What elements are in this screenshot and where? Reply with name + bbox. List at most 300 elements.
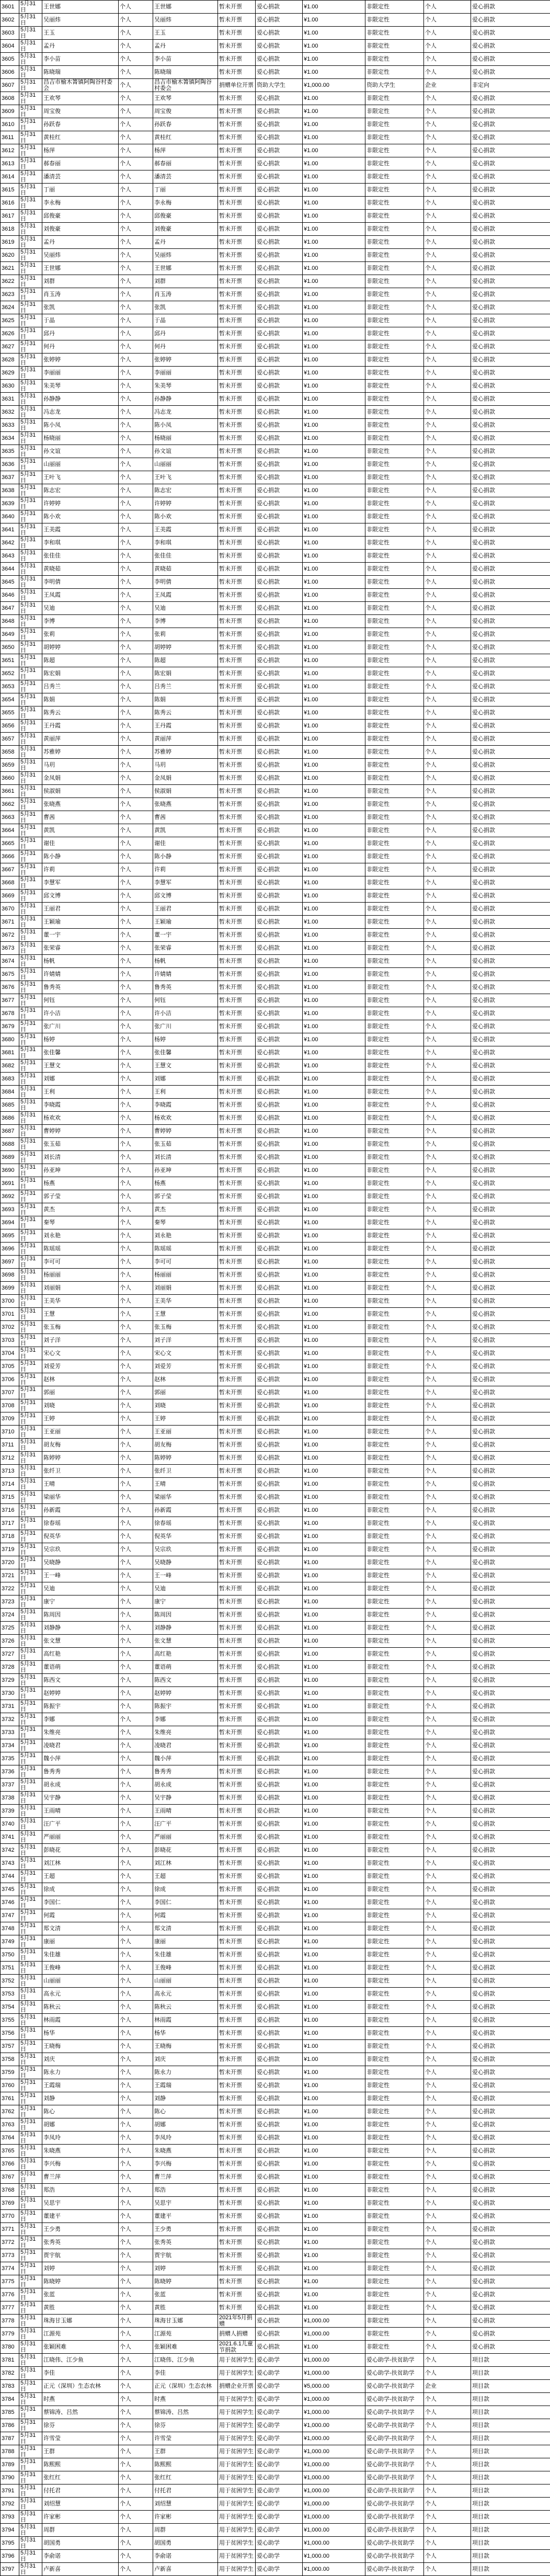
donor-name-repeat-cell: 陈心	[153, 2105, 218, 2118]
purpose-cell: 爱心捐款	[256, 301, 303, 314]
invoice-status-cell: 暂未开票	[218, 66, 256, 79]
donor-name-repeat-cell: 刘丽娟	[153, 1282, 218, 1295]
amount-cell: ¥1.00	[303, 27, 365, 40]
donor-type-cell: 个人	[119, 981, 153, 994]
amount-cell: ¥1.00	[303, 1426, 365, 1439]
donor-name-cell: 胡娜	[42, 2118, 119, 2132]
purpose-cell: 爱心捐款	[256, 419, 303, 432]
invoice-status-cell: 用于贫困学生	[218, 2550, 256, 2563]
invoice-status-cell: 暂未开票	[218, 811, 256, 824]
donor-type-cell: 个人	[119, 1857, 153, 1870]
serial-cell: 3676	[1, 981, 19, 994]
amount-cell: ¥1.00	[303, 1556, 365, 1569]
donor-name-repeat-cell: 马玥	[153, 759, 218, 772]
donor-name-repeat-cell: 陈小凤	[153, 419, 218, 432]
donor-name-cell: 王凤霞	[42, 589, 119, 602]
donor-type-cell: 个人	[119, 942, 153, 955]
category-cell: 非限定性	[365, 1412, 424, 1426]
purpose-cell: 爱心捐款	[256, 380, 303, 393]
donor-name-repeat-cell: 张莉	[153, 628, 218, 641]
serial-cell: 3795	[1, 2537, 19, 2550]
table-row	[1, 942, 550, 955]
invoice-status-cell: 暂未开票	[218, 301, 256, 314]
usage-cell: 爱心捐款	[471, 288, 550, 301]
donor-type-cell: 个人	[119, 1360, 153, 1373]
donor-name-repeat-cell: 孟丹	[153, 40, 218, 53]
serial-cell: 3701	[1, 1308, 19, 1321]
amount-cell: ¥1.00	[303, 1726, 365, 1739]
donor-name-cell: 时燕	[42, 2393, 119, 2406]
category-cell: 非限定性	[365, 654, 424, 667]
payee-type-cell: 个人	[424, 1805, 471, 1818]
donor-type-cell: 个人	[119, 1426, 153, 1439]
serial-cell: 3651	[1, 654, 19, 667]
invoice-status-cell: 暂未开票	[218, 27, 256, 40]
serial-cell: 3633	[1, 419, 19, 432]
amount-cell: ¥1.00	[303, 1059, 365, 1073]
invoice-status-cell: 暂未开票	[218, 1321, 256, 1334]
payee-type-cell: 个人	[424, 2223, 471, 2236]
amount-cell: ¥1.00	[303, 471, 365, 484]
serial-cell: 3687	[1, 1125, 19, 1138]
date-cell: 5月31日	[19, 1896, 42, 1909]
payee-type-cell: 个人	[424, 510, 471, 523]
invoice-status-cell: 暂未开票	[218, 1203, 256, 1216]
table-row	[1, 406, 550, 419]
amount-cell: ¥1.00	[303, 1112, 365, 1125]
purpose-cell: 爱心捐款	[256, 1334, 303, 1347]
donor-name-cell: 李晓霞	[42, 1099, 119, 1112]
serial-cell: 3763	[1, 2118, 19, 2132]
serial-cell: 3734	[1, 1739, 19, 1752]
invoice-status-cell: 暂未开票	[218, 236, 256, 249]
serial-cell: 3641	[1, 523, 19, 537]
invoice-status-cell: 暂未开票	[218, 1007, 256, 1020]
purpose-cell: 爱心捐款	[256, 1112, 303, 1125]
amount-cell: ¥1.00	[303, 327, 365, 340]
usage-cell: 爱心捐款	[471, 1216, 550, 1229]
invoice-status-cell: 暂未开票	[218, 1138, 256, 1151]
amount-cell: ¥1.00	[303, 955, 365, 968]
serial-cell: 3602	[1, 14, 19, 27]
amount-cell: ¥1.00	[303, 942, 365, 955]
date-cell: 5月31日	[19, 1726, 42, 1739]
serial-cell: 3620	[1, 249, 19, 262]
purpose-cell: 爱心捐款	[256, 1909, 303, 1922]
purpose-cell: 爱心捐款	[256, 144, 303, 157]
amount-cell: ¥1.00	[303, 1216, 365, 1229]
donor-type-cell: 个人	[119, 1373, 153, 1386]
amount-cell: ¥1.00	[303, 837, 365, 850]
invoice-status-cell: 暂未开票	[218, 1295, 256, 1308]
payee-type-cell: 个人	[424, 563, 471, 576]
donor-name-repeat-cell: 杨丽丽	[153, 1269, 218, 1282]
amount-cell: ¥1.00	[303, 40, 365, 53]
usage-cell: 爱心捐款	[471, 458, 550, 471]
donor-name-cell: 杨晓丽	[42, 432, 119, 445]
usage-cell: 爱心捐款	[471, 445, 550, 458]
invoice-status-cell: 暂未开票	[218, 1569, 256, 1582]
invoice-status-cell: 暂未开票	[218, 981, 256, 994]
date-cell: 5月31日	[19, 876, 42, 890]
usage-cell: 爱心捐款	[471, 1726, 550, 1739]
serial-cell: 3695	[1, 1229, 19, 1243]
table-row	[1, 445, 550, 458]
amount-cell: ¥1.00	[303, 2262, 365, 2275]
serial-cell: 3794	[1, 2524, 19, 2537]
purpose-cell: 爱心捐款	[256, 615, 303, 628]
invoice-status-cell: 暂未开票	[218, 1648, 256, 1661]
invoice-status-cell: 捐赠人捐赠	[218, 2328, 256, 2341]
invoice-status-cell: 暂未开票	[218, 393, 256, 406]
purpose-cell: 爱心捐款	[256, 1922, 303, 1935]
purpose-cell: 爱心助学	[256, 2354, 303, 2367]
category-cell: 非限定性	[365, 275, 424, 288]
donor-name-repeat-cell: 李小苗	[153, 53, 218, 66]
usage-cell: 爱心捐款	[471, 1988, 550, 2001]
purpose-cell: 爱心捐款	[256, 2092, 303, 2105]
donor-type-cell: 个人	[119, 53, 153, 66]
amount-cell: ¥1.00	[303, 2132, 365, 2145]
serial-cell: 3724	[1, 1609, 19, 1622]
invoice-status-cell: 暂未开票	[218, 1595, 256, 1609]
payee-type-cell: 个人	[424, 837, 471, 850]
category-cell: 爱心助学-扶贫助学	[365, 2354, 424, 2367]
date-cell: 5月31日	[19, 1674, 42, 1687]
purpose-cell: 爱心捐款	[256, 1569, 303, 1582]
donor-name-repeat-cell: 王欢琴	[153, 92, 218, 105]
payee-type-cell: 个人	[424, 1295, 471, 1308]
donor-name-repeat-cell: 王叶飞	[153, 471, 218, 484]
donor-name-cell: 刘子洋	[42, 1334, 119, 1347]
amount-cell: ¥1.00	[303, 262, 365, 275]
invoice-status-cell: 暂未开票	[218, 1687, 256, 1700]
amount-cell: ¥1.00	[303, 1792, 365, 1805]
amount-cell: ¥1.00	[303, 602, 365, 615]
table-row	[1, 314, 550, 327]
category-cell: 非限定性	[365, 1739, 424, 1752]
usage-cell: 爱心捐款	[471, 1112, 550, 1125]
donor-name-cell: 郭子莹	[42, 1190, 119, 1203]
donor-type-cell: 个人	[119, 2079, 153, 2092]
invoice-status-cell: 暂未开票	[218, 1792, 256, 1805]
donor-type-cell: 个人	[119, 641, 153, 654]
category-cell: 非限定性	[365, 1452, 424, 1465]
amount-cell: ¥1.00	[303, 576, 365, 589]
category-cell: 非限定性	[365, 1674, 424, 1687]
donor-name-cell: 李可可	[42, 1256, 119, 1269]
usage-cell: 爱心捐款	[471, 2223, 550, 2236]
donor-name-repeat-cell: 孟丹	[153, 236, 218, 249]
date-cell: 5月31日	[19, 1491, 42, 1504]
payee-type-cell: 个人	[424, 1739, 471, 1752]
table-row	[1, 14, 550, 27]
date-cell: 5月31日	[19, 314, 42, 327]
usage-cell: 爱心捐款	[471, 2210, 550, 2223]
amount-cell: ¥1.00	[303, 615, 365, 628]
table-row	[1, 1962, 550, 1975]
purpose-cell: 爱心捐款	[256, 680, 303, 693]
table-row	[1, 2184, 550, 2197]
amount-cell: ¥1.00	[303, 2053, 365, 2066]
donor-name-cell: 黄胜	[42, 2301, 119, 2315]
payee-type-cell: 个人	[424, 1059, 471, 1073]
donor-name-cell: 郝春丽	[42, 157, 119, 170]
donor-name-cell: 邱丹	[42, 327, 119, 340]
invoice-status-cell: 暂未开票	[218, 2184, 256, 2197]
usage-cell: 爱心捐款	[471, 1948, 550, 1962]
donor-name-cell: 刘庆	[42, 2053, 119, 2066]
serial-cell: 3778	[1, 2315, 19, 2328]
donor-type-cell: 个人	[119, 406, 153, 419]
donor-name-repeat-cell: 李佳	[153, 2367, 218, 2380]
category-cell: 非限定性	[365, 2053, 424, 2066]
serial-cell: 3665	[1, 837, 19, 850]
donor-type-cell: 个人	[119, 2393, 153, 2406]
purpose-cell: 爱心助学	[256, 2380, 303, 2393]
category-cell: 非限定性	[365, 340, 424, 354]
donor-name-cell: 刘丽娟	[42, 1282, 119, 1295]
category-cell: 非限定性	[365, 2158, 424, 2171]
invoice-status-cell: 暂未开票	[218, 1530, 256, 1543]
purpose-cell: 爱心捐款	[256, 249, 303, 262]
table-row	[1, 2275, 550, 2288]
category-cell: 非限定性	[365, 2197, 424, 2210]
serial-cell: 3713	[1, 1465, 19, 1478]
purpose-cell: 爱心助学	[256, 2458, 303, 2471]
date-cell: 5月31日	[19, 903, 42, 916]
payee-type-cell: 个人	[424, 170, 471, 184]
donor-name-cell: 徐春瑶	[42, 1517, 119, 1530]
usage-cell: 爱心捐款	[471, 2001, 550, 2014]
purpose-cell: 爱心捐款	[256, 406, 303, 419]
amount-cell: ¥1,000.00	[303, 2354, 365, 2367]
amount-cell: ¥1.00	[303, 2145, 365, 2158]
invoice-status-cell: 暂未开票	[218, 1386, 256, 1399]
purpose-cell: 爱心捐款	[256, 1935, 303, 1948]
donor-name-cell: 陈西文	[42, 1674, 119, 1687]
payee-type-cell: 个人	[424, 1948, 471, 1962]
table-row	[1, 301, 550, 314]
donor-name-cell: 陈秋云	[42, 2001, 119, 2014]
donor-type-cell: 个人	[119, 393, 153, 406]
usage-cell: 爱心捐款	[471, 2249, 550, 2262]
category-cell: 非限定性	[365, 1229, 424, 1243]
invoice-status-cell: 暂未开票	[218, 510, 256, 523]
amount-cell: ¥1.00	[303, 66, 365, 79]
invoice-status-cell: 暂未开票	[218, 1700, 256, 1713]
invoice-status-cell: 暂未开票	[218, 157, 256, 170]
category-cell: 非限定性	[365, 968, 424, 981]
donor-name-repeat-cell: 李慧军	[153, 876, 218, 890]
category-cell: 非限定性	[365, 354, 424, 367]
usage-cell: 爱心捐款	[471, 1007, 550, 1020]
payee-type-cell: 个人	[424, 340, 471, 354]
donor-name-repeat-cell: 赵林	[153, 1373, 218, 1386]
invoice-status-cell: 暂未开票	[218, 2001, 256, 2014]
category-cell: 非限定性	[365, 393, 424, 406]
payee-type-cell: 个人	[424, 2145, 471, 2158]
amount-cell: ¥1.00	[303, 628, 365, 641]
table-row	[1, 197, 550, 210]
table-row	[1, 367, 550, 380]
donor-type-cell: 个人	[119, 2184, 153, 2197]
serial-cell: 3640	[1, 510, 19, 523]
payee-type-cell: 个人	[424, 2458, 471, 2471]
date-cell: 5月31日	[19, 14, 42, 27]
donor-name-repeat-cell: 何钰	[153, 994, 218, 1007]
date-cell: 5月31日	[19, 2341, 42, 2354]
date-cell: 5月31日	[19, 53, 42, 66]
payee-type-cell: 个人	[424, 2197, 471, 2210]
donor-type-cell: 个人	[119, 1243, 153, 1256]
invoice-status-cell: 暂未开票	[218, 1635, 256, 1648]
donor-type-cell: 个人	[119, 27, 153, 40]
amount-cell: ¥1.00	[303, 1922, 365, 1935]
invoice-status-cell: 暂未开票	[218, 1765, 256, 1779]
usage-cell: 爱心捐款	[471, 92, 550, 105]
usage-cell: 爱心捐款	[471, 2341, 550, 2354]
invoice-status-cell: 暂未开票	[218, 1922, 256, 1935]
donor-name-repeat-cell: 陈振宇	[153, 1700, 218, 1713]
table-row	[1, 1073, 550, 1086]
usage-cell: 项目款	[471, 2537, 550, 2550]
donor-type-cell: 个人	[119, 1765, 153, 1779]
category-cell: 非限定性	[365, 811, 424, 824]
donor-name-cell: 孙静静	[42, 393, 119, 406]
date-cell: 5月31日	[19, 2498, 42, 2511]
purpose-cell: 爱心捐款	[256, 471, 303, 484]
category-cell: 非限定性	[365, 484, 424, 497]
donor-name-repeat-cell: 秦琴	[153, 1216, 218, 1229]
purpose-cell: 爱心捐款	[256, 863, 303, 876]
payee-type-cell: 个人	[424, 1112, 471, 1125]
category-cell: 非限定性	[365, 1308, 424, 1321]
donor-type-cell: 个人	[119, 1883, 153, 1896]
purpose-cell: 爱心捐款	[256, 706, 303, 720]
purpose-cell: 爱心捐款	[256, 1046, 303, 1059]
category-cell: 非限定性	[365, 1465, 424, 1478]
purpose-cell: 爱心捐款	[256, 2145, 303, 2158]
category-cell: 非限定性	[365, 262, 424, 275]
category-cell: 非限定性	[365, 1726, 424, 1739]
category-cell: 非限定性	[365, 419, 424, 432]
table-row	[1, 550, 550, 563]
table-row	[1, 1883, 550, 1896]
donor-type-cell: 个人	[119, 929, 153, 942]
purpose-cell: 爱心捐款	[256, 1229, 303, 1243]
donor-name-cell: 康丽	[42, 1935, 119, 1948]
donor-type-cell: 个人	[119, 1726, 153, 1739]
table-row	[1, 144, 550, 157]
amount-cell: ¥1,000.00	[303, 2419, 365, 2432]
amount-cell: ¥1.00	[303, 1321, 365, 1334]
table-row	[1, 1439, 550, 1452]
table-row	[1, 2288, 550, 2301]
donor-name-cell: 彭晓花	[42, 1844, 119, 1857]
date-cell: 5月31日	[19, 1334, 42, 1347]
purpose-cell: 爱心捐款	[256, 1622, 303, 1635]
category-cell: 爱心助学-扶贫助学	[365, 2458, 424, 2471]
category-cell: 非限定性	[365, 66, 424, 79]
date-cell: 5月31日	[19, 628, 42, 641]
serial-cell: 3689	[1, 1151, 19, 1164]
donor-name-cell: 刘婷	[42, 2262, 119, 2275]
payee-type-cell: 个人	[424, 1033, 471, 1046]
usage-cell: 爱心捐款	[471, 1595, 550, 1609]
payee-type-cell: 个人	[424, 706, 471, 720]
category-cell: 非限定性	[365, 1295, 424, 1308]
donor-name-cell: 刘静静	[42, 1622, 119, 1635]
donor-name-cell: 杨欢欢	[42, 1112, 119, 1125]
donor-name-cell: 李丽丽	[42, 367, 119, 380]
usage-cell: 爱心捐款	[471, 811, 550, 824]
invoice-status-cell: 暂未开票	[218, 184, 256, 197]
payee-type-cell: 个人	[424, 2445, 471, 2458]
usage-cell: 爱心捐款	[471, 693, 550, 706]
payee-type-cell: 个人	[424, 2550, 471, 2563]
amount-cell: ¥1.00	[303, 1739, 365, 1752]
date-cell: 5月31日	[19, 994, 42, 1007]
donor-type-cell: 个人	[119, 1635, 153, 1648]
purpose-cell: 爱心捐款	[256, 733, 303, 746]
donor-name-cell: 王利	[42, 1086, 119, 1099]
table-row	[1, 1556, 550, 1569]
date-cell: 5月31日	[19, 1739, 42, 1752]
donor-type-cell: 个人	[119, 2236, 153, 2249]
category-cell: 爱心助学-扶贫助学	[365, 2498, 424, 2511]
donor-name-cell: 刘俊豪	[42, 223, 119, 236]
donor-type-cell: 个人	[119, 1347, 153, 1360]
payee-type-cell: 个人	[424, 458, 471, 471]
table-row	[1, 249, 550, 262]
donor-type-cell: 个人	[119, 2315, 153, 2328]
payee-type-cell: 个人	[424, 1896, 471, 1909]
purpose-cell: 爱心捐款	[256, 197, 303, 210]
table-row	[1, 759, 550, 772]
usage-cell: 爱心捐款	[471, 484, 550, 497]
amount-cell: ¥1.00	[303, 2236, 365, 2249]
table-row	[1, 1935, 550, 1948]
donor-type-cell: 个人	[119, 2014, 153, 2027]
payee-type-cell: 个人	[424, 1674, 471, 1687]
invoice-status-cell: 暂未开票	[218, 1412, 256, 1426]
donor-name-repeat-cell: 郭丽	[153, 1386, 218, 1399]
donor-type-cell: 个人	[119, 2118, 153, 2132]
usage-cell: 爱心捐款	[471, 105, 550, 118]
date-cell: 5月31日	[19, 1269, 42, 1282]
donor-name-repeat-cell: 李和琪	[153, 537, 218, 550]
purpose-cell: 爱心捐款	[256, 890, 303, 903]
donor-type-cell: 个人	[119, 157, 153, 170]
category-cell: 非限定性	[365, 628, 424, 641]
purpose-cell: 爱心捐款	[256, 1700, 303, 1713]
donor-name-repeat-cell: 朱佳雄	[153, 1948, 218, 1962]
date-cell: 5月31日	[19, 759, 42, 772]
usage-cell: 爱心捐款	[471, 2145, 550, 2158]
usage-cell: 爱心捐款	[471, 197, 550, 210]
donor-name-cell: 林雨霞	[42, 2014, 119, 2027]
donor-type-cell: 个人	[119, 2092, 153, 2105]
date-cell: 5月31日	[19, 223, 42, 236]
purpose-cell: 爱心捐款	[256, 1543, 303, 1556]
amount-cell: ¥1.00	[303, 654, 365, 667]
usage-cell: 爱心捐款	[471, 1229, 550, 1243]
serial-cell: 3776	[1, 2288, 19, 2301]
payee-type-cell: 个人	[424, 1622, 471, 1635]
date-cell: 5月31日	[19, 393, 42, 406]
donor-type-cell: 个人	[119, 2550, 153, 2563]
